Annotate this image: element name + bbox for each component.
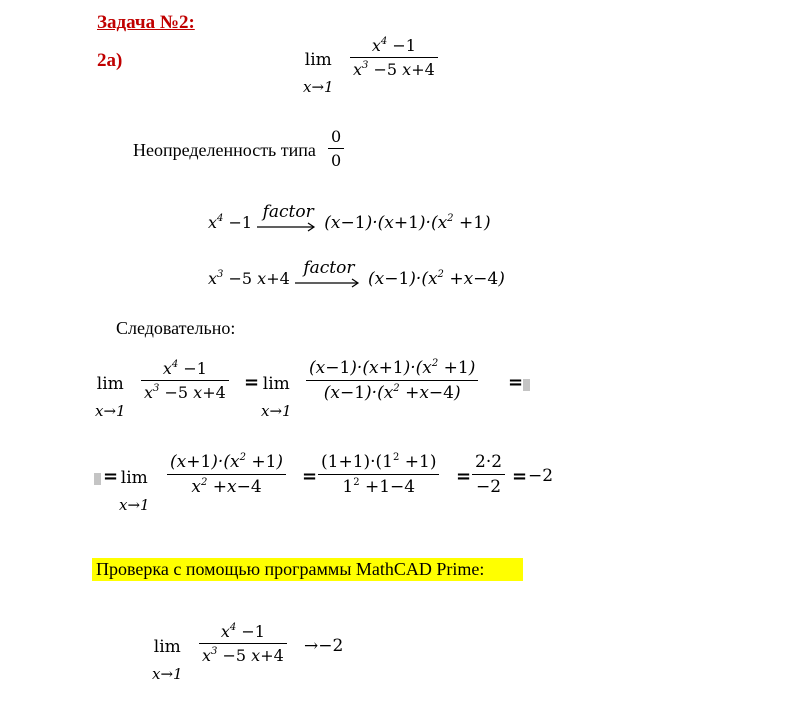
factor-result-1: $(x-1)\cdot(x+1)\cdot(x^2 +1)$ <box>324 213 491 233</box>
check-limit: lim x→1 <box>152 637 183 683</box>
continuation-placeholder <box>94 471 101 489</box>
check-result: →−2 <box>304 636 344 656</box>
step1-limit-left: lim x→1 <box>95 374 126 420</box>
equals-sign: = <box>508 372 524 393</box>
equals-sign: = <box>456 466 472 487</box>
factor-result-2: $(x-1)\cdot(x^2 +x-4)$ <box>367 269 505 289</box>
equals-sign: = <box>244 372 260 393</box>
uncertainty-fraction: $\frac{0}{0}$ <box>328 127 344 170</box>
problem-fraction <box>350 36 438 79</box>
task-title: Задача №2: <box>97 12 195 33</box>
therefore-label: Следовательно: <box>116 318 236 338</box>
problem-limit: lim x→1 <box>303 50 334 96</box>
check-fraction: $\frac{x^4 -1}{x^3 -5 x+4}$ <box>199 622 287 665</box>
final-result: −2 <box>528 466 554 486</box>
problem-denominator: $x^3 -5$ x+4 <box>350 57 438 79</box>
factor-expr-1: $x^4 -1$ <box>208 213 253 232</box>
equals-sign: = <box>103 466 119 487</box>
evaluate-arrow: → <box>304 636 319 656</box>
uncertainty-label: Неопределенность типа <box>133 140 316 160</box>
step2-limit: lim x→1 <box>119 468 150 514</box>
step1-fraction-right: $\frac{(x-1)\cdot(x+1)\cdot(x^2 +1)}{(x-1)\cdot(x^2 +x-4)}$ <box>306 358 478 403</box>
mathcad-check-banner: Проверка с помощью программы MathCAD Prime: <box>92 558 523 581</box>
factor-arrow-1: factor <box>257 203 319 233</box>
step2-substituted-fraction: $\frac{(1+1)\cdot(1^2 +1)}{1^2 +1-4}$ <box>318 452 439 497</box>
equals-sign: = <box>302 466 318 487</box>
step2-simplified-fraction: $\frac{2\cdot 2}{-2}$ <box>472 452 505 497</box>
step1-fraction-left: $\frac{x^4 -1}{x^3 -5 x+4}$ <box>141 359 229 402</box>
step2-fraction: $\frac{(x+1)\cdot(x^2 +1)}{x^2 +x-4}$ <box>167 452 286 497</box>
factorization-row-1 <box>208 203 491 233</box>
continuation-placeholder <box>523 377 530 395</box>
factor-arrow-2: factor <box>295 259 363 289</box>
equals-sign: = <box>512 466 528 487</box>
step1-limit-right: lim x→1 <box>261 374 292 420</box>
factor-expr-2: $x^3 -5$ x+4 <box>208 269 290 288</box>
task-part-label: 2а) <box>97 50 123 71</box>
problem-numerator: $x^4 -1$ <box>371 36 416 55</box>
factorization-row-2 <box>208 259 505 289</box>
